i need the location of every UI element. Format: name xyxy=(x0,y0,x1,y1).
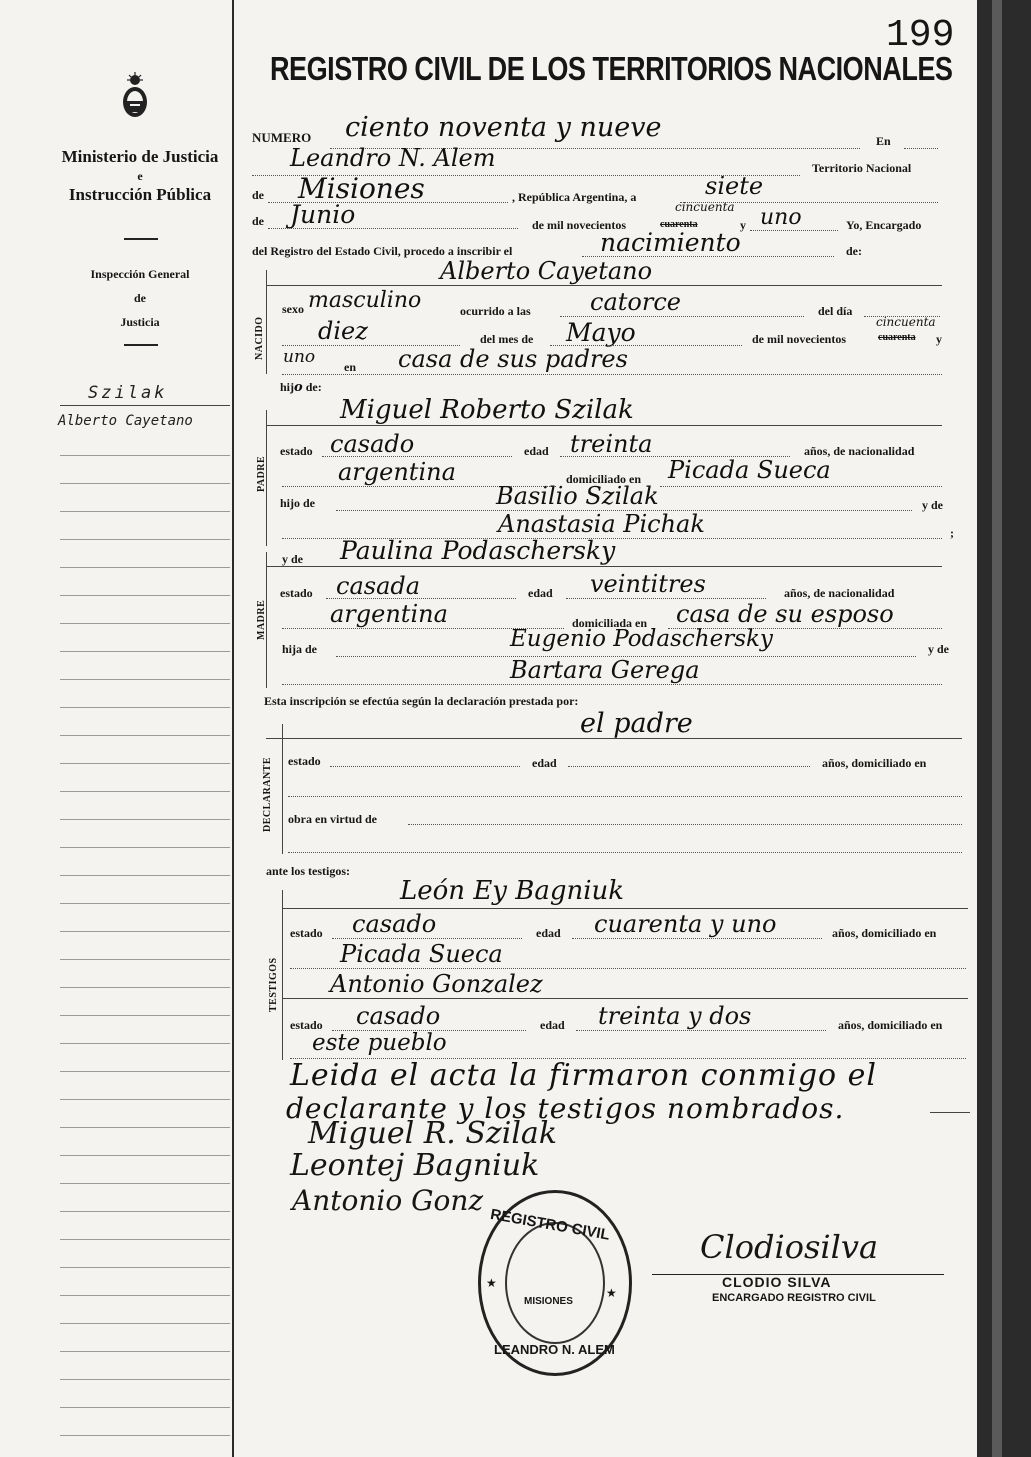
entry-localidad: Leandro N. Alem xyxy=(290,144,496,172)
line xyxy=(326,598,516,599)
entry-anio-correccion: cincuenta xyxy=(675,200,735,214)
line xyxy=(576,1030,826,1031)
label-republica: , República Argentina, a xyxy=(512,190,637,204)
inspection-heading xyxy=(40,262,240,334)
entry-padre-nacionalidad: argentina xyxy=(338,458,456,486)
line xyxy=(282,908,968,909)
entry-anio-nac-tachado: cuarenta xyxy=(878,332,916,343)
entry-abuelo-materno: Eugenio Podaschersky xyxy=(510,626,773,652)
ministry-heading xyxy=(40,145,240,207)
line xyxy=(568,766,810,767)
margin-given-names: Alberto Cayetano xyxy=(58,413,193,429)
entry-declarante: el padre xyxy=(580,708,693,739)
ministry-line2: e xyxy=(137,169,143,183)
line xyxy=(266,738,962,739)
entry-padre-estado: casado xyxy=(330,430,415,458)
entry-anio-nac-correccion: cincuenta xyxy=(876,315,936,329)
label-testigo2-estado: estado xyxy=(290,1018,323,1032)
label-en2: en xyxy=(344,360,356,374)
ministry-line1: Ministerio de Justicia xyxy=(61,147,219,166)
seal-text-bottom: LEANDRO N. ALEM xyxy=(494,1342,615,1357)
line xyxy=(322,456,512,457)
line xyxy=(290,968,966,969)
entry-nombre: Alberto Cayetano xyxy=(440,257,653,285)
label-hijo-prefix: hij xyxy=(280,380,295,394)
entry-sexo: masculino xyxy=(308,288,422,313)
section-label-nacido: NACIDO xyxy=(254,316,265,360)
signature-witness1: Leontej Bagniuk xyxy=(290,1148,540,1183)
line xyxy=(930,1112,970,1113)
label-de2: de xyxy=(252,214,264,228)
line xyxy=(282,998,968,999)
label-sexo: sexo xyxy=(282,302,304,316)
entry-madre-nacionalidad: argentina xyxy=(330,600,448,628)
label-y-de-madre: y de xyxy=(282,552,303,566)
entry-anio-tachado: cuarenta xyxy=(660,219,698,230)
closing-line2: declarante y los testigos nombrados. xyxy=(286,1092,845,1125)
inspection-line1: Inspección General xyxy=(90,267,190,281)
entry-abuela-paterna: Anastasia Pichak xyxy=(498,510,705,538)
entry-madre-estado: casada xyxy=(336,572,421,600)
line xyxy=(332,938,522,939)
entry-testigo2-edad: treinta y dos xyxy=(598,1002,752,1030)
label-y: y xyxy=(740,218,746,232)
entry-lugar: casa de sus padres xyxy=(398,345,628,373)
label-semicolon: ; xyxy=(950,526,954,540)
divider xyxy=(124,238,158,240)
label-numero: NUMERO xyxy=(252,130,312,145)
inspection-line2: de xyxy=(134,291,146,305)
page-edge-strip xyxy=(992,0,1002,1457)
entry-padre-nombre: Miguel Roberto Szilak xyxy=(340,395,634,425)
line xyxy=(268,228,518,229)
label-madre-domicilio: domiciliada en xyxy=(572,616,648,630)
seal-text-middle: MISIONES xyxy=(524,1296,573,1307)
label-y-de-madre2: y de xyxy=(928,642,949,656)
entry-anio-nac-unidad: uno xyxy=(283,347,316,367)
seal-text-top: REGISTRO CIVIL xyxy=(489,1206,612,1244)
line xyxy=(560,316,804,317)
closing-line1: Leida el acta la firmaron conmigo el xyxy=(290,1058,877,1093)
entry-madre-edad: veintitres xyxy=(590,570,706,598)
section-label-testigos: TESTIGOS xyxy=(268,957,279,1012)
divider xyxy=(124,344,158,346)
line xyxy=(330,766,520,767)
label-de: de xyxy=(252,188,264,202)
entry-hora: catorce xyxy=(590,288,681,316)
label-y-de-padre: y de xyxy=(922,498,943,512)
entry-testigo2-estado: casado xyxy=(356,1002,441,1030)
entry-testigo1-edad: cuarenta y uno xyxy=(594,910,777,938)
entry-madre-domicilio: casa de su esposo xyxy=(676,600,894,628)
label-madre-estado: estado xyxy=(280,586,313,600)
entry-anio-unidad: uno xyxy=(760,205,802,230)
label-inscripcion: Esta inscripción se efectúa según la declaración prestada por: xyxy=(264,694,579,708)
label-padre-edad: edad xyxy=(524,444,549,458)
section-label-madre: MADRE xyxy=(256,599,267,640)
entry-testigo1-estado: casado xyxy=(352,910,437,938)
label-declarante-domicilio: años, domiciliado en xyxy=(822,756,927,770)
entry-territorio: Misiones xyxy=(298,172,425,205)
label-del-mes: del mes de xyxy=(480,332,534,346)
section-label-padre: PADRE xyxy=(256,455,267,492)
label-ocurrido: ocurrido a las xyxy=(460,304,531,318)
margin-surname: Szilak xyxy=(88,383,168,403)
label-testigo2-edad: edad xyxy=(540,1018,565,1032)
label-padre-domicilio: domiciliado en xyxy=(566,472,642,486)
label-hijo xyxy=(280,380,322,395)
label-territorio: Territorio Nacional xyxy=(812,161,912,175)
label-ante-testigos: ante los testigos: xyxy=(266,864,350,878)
document-title: REGISTRO CIVIL DE LOS TERRITORIOS NACIONALES xyxy=(270,50,953,87)
entry-dia: diez xyxy=(318,317,368,345)
page-number: 199 xyxy=(886,14,955,57)
label-testigo2-domicilio: años, domiciliado en xyxy=(838,1018,943,1032)
margin-line xyxy=(60,405,230,406)
section-bar-testigos xyxy=(282,890,283,1060)
label-del-registro: del Registro del Estado Civil, procedo a inscribir el xyxy=(252,244,513,258)
line xyxy=(660,486,942,487)
entry-mes: Mayo xyxy=(566,318,636,347)
label-padre-nacionalidad: años, de nacionalidad xyxy=(804,444,915,458)
label-declarante-estado: estado xyxy=(288,754,321,768)
line xyxy=(266,425,942,426)
margin-rule xyxy=(232,0,234,1457)
line xyxy=(266,285,942,286)
entry-abuela-materna: Bartara Gerega xyxy=(510,656,700,684)
line xyxy=(572,938,822,939)
entry-mes-inscripcion: Junio xyxy=(290,200,356,229)
entry-numero: ciento noventa y nueve xyxy=(345,112,662,143)
entry-testigo2-domicilio: este pueblo xyxy=(312,1030,447,1056)
inspection-line3: Justicia xyxy=(120,315,160,329)
line xyxy=(904,148,938,149)
entry-hijo-letra: o xyxy=(294,380,303,395)
label-madre-nacionalidad: años, de nacionalidad xyxy=(784,586,895,600)
ministry-line3: Instrucción Pública xyxy=(68,185,212,204)
entry-madre-nombre: Paulina Podaschersky xyxy=(340,536,616,565)
label-madre-edad: edad xyxy=(528,586,553,600)
line xyxy=(266,566,942,567)
label-de-colon: de: xyxy=(846,244,862,258)
official-title: ENCARGADO REGISTRO CIVIL xyxy=(712,1292,876,1304)
star-icon: ★ xyxy=(606,1286,617,1300)
label-testigo1-domicilio: años, domiciliado en xyxy=(832,926,937,940)
label-padre-estado: estado xyxy=(280,444,313,458)
entry-testigo2-nombre: Antonio Gonzalez xyxy=(330,970,543,998)
label-de-mil2: de mil novecientos xyxy=(752,332,846,346)
label-testigo1-edad: edad xyxy=(536,926,561,940)
entry-testigo1-nombre: León Ey Bagniuk xyxy=(400,876,625,906)
official-name: CLODIO SILVA xyxy=(722,1274,832,1290)
margin-ruled-lines xyxy=(60,430,230,1450)
entry-padre-domicilio: Picada Sueca xyxy=(668,456,831,484)
line xyxy=(288,852,962,853)
line xyxy=(750,230,838,231)
entry-acto: nacimiento xyxy=(600,228,741,257)
signature-witness2: Antonio Gonz xyxy=(292,1184,484,1217)
entry-padre-edad: treinta xyxy=(570,430,653,458)
line xyxy=(288,796,962,797)
line xyxy=(566,598,766,599)
section-bar-declarante xyxy=(282,724,283,854)
label-de-mil: de mil novecientos xyxy=(532,218,626,232)
label-y2: y xyxy=(936,332,942,346)
star-icon: ★ xyxy=(486,1276,497,1290)
label-obra: obra en virtud de xyxy=(288,812,378,826)
label-hijo-suffix: de: xyxy=(302,380,322,394)
entry-testigo1-domicilio: Picada Sueca xyxy=(340,940,503,968)
line xyxy=(408,824,962,825)
line xyxy=(282,684,942,685)
page-edge xyxy=(977,0,1031,1457)
label-hija-de: hija de xyxy=(282,642,318,656)
label-en: En xyxy=(876,134,891,148)
signature-registrar: Clodiosilva xyxy=(700,1228,879,1266)
signature-father: Miguel R. Szilak xyxy=(308,1116,557,1151)
entry-dia-inscripcion: siete xyxy=(705,172,764,200)
line xyxy=(282,374,942,375)
entry-abuelo-paterno: Basilio Szilak xyxy=(496,482,659,510)
label-testigo1-estado: estado xyxy=(290,926,323,940)
section-label-declarante: DECLARANTE xyxy=(262,756,273,832)
label-del-dia: del día xyxy=(818,304,853,318)
label-yo-encargado: Yo, Encargado xyxy=(846,218,922,232)
label-hijo-de-padre: hijo de xyxy=(280,496,316,510)
coat-of-arms-icon xyxy=(118,72,152,125)
label-declarante-edad: edad xyxy=(532,756,557,770)
